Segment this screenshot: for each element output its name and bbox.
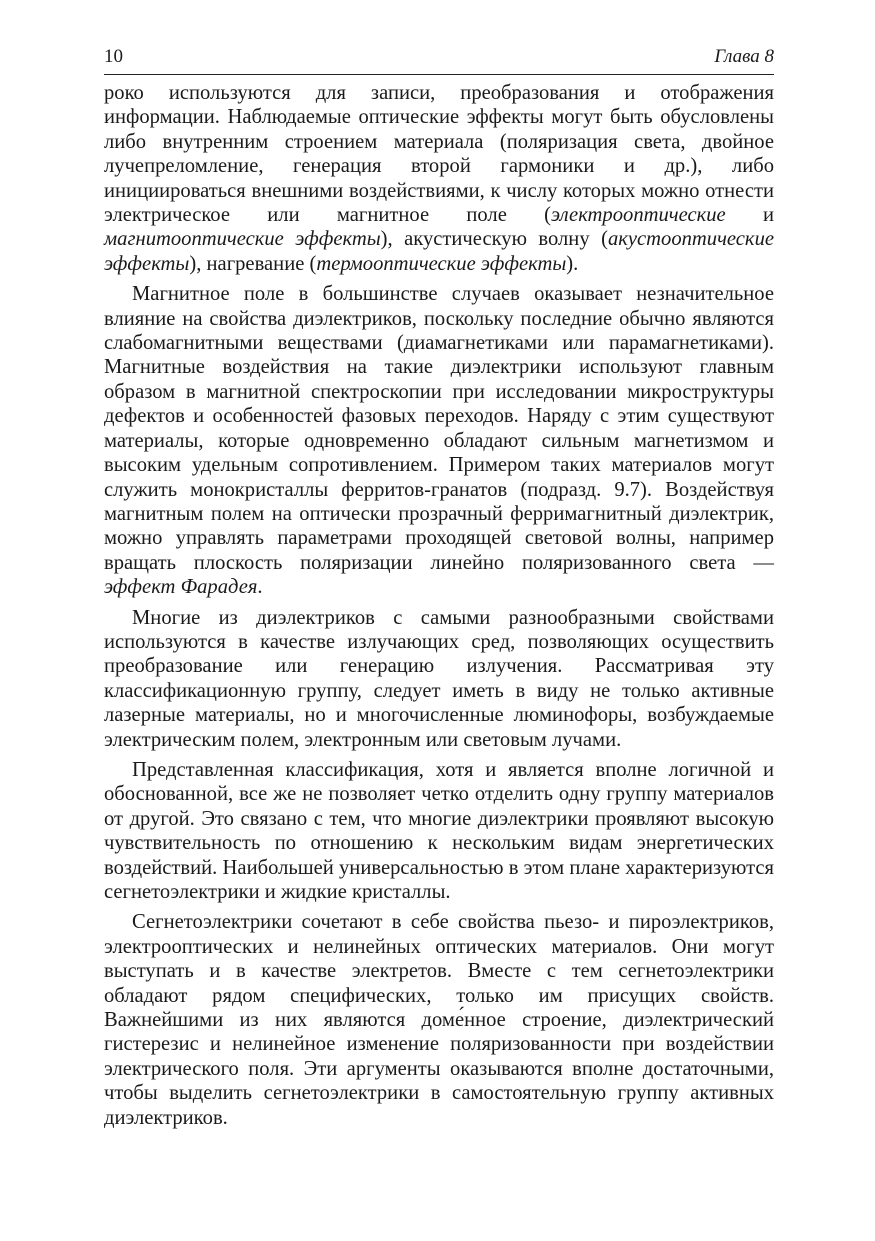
term-magnetooptic: магнитооптические эффекты <box>104 228 381 251</box>
paragraph-3 <box>104 606 774 752</box>
text-run: ), нагревание ( <box>189 252 317 275</box>
text-run: роко используются для записи, преобразования и отображения информации. Наблюдаемые оптические эффекты могут быть обусловлены либо внутренним строением материала (поляризация света, двойное лучепреломление, генерация второй гармоники и др.), либо инициироваться внешними воздействиями, к числу которых можно отнести электрическое или магнитное поле ( <box>104 82 774 227</box>
paragraph-1 <box>104 81 774 276</box>
text-run: ), акустическую волну ( <box>380 228 608 251</box>
text-run: Сегнетоэлектрики сочетают в себе свойства пьезо- и пироэлектриков, электрооптических и нелинейных оптических материалов. Они могут выступать и в качестве электретов. Вместе с тем сегнетоэлектрики обладают рядом специфических, только им присущих свойств. Важнейшими из них являются доме́нное строение, диэлектрический гистерезис и нелинейное изменение поляризованности при воздействии электрического поля. Эти аргументы оказываются вполне достаточными, чтобы выделить сегнетоэлектрики в самостоятельную группу активных диэлектриков. <box>104 911 774 1129</box>
term-faraday-effect: эффект Фарадея <box>104 576 258 599</box>
paragraph-2 <box>104 282 774 599</box>
term-thermooptic: термооптические эффекты <box>316 252 567 275</box>
chapter-label: Глава 8 <box>714 46 774 67</box>
text-run: Представленная классификация, хотя и является вполне логичной и обоснованной, все же не позволяет четко отделить одну группу материалов от другой. Это связано с тем, что многие диэлектрики проявляют высокую чувствительность по отношению к нескольким видам энергетических воздействий. Наибольшей универсальностью в этом плане характеризуются сегнетоэлектрики и жидкие кристаллы. <box>104 758 774 903</box>
page-number: 10 <box>104 46 123 67</box>
running-header <box>104 40 774 75</box>
book-page <box>104 40 774 1130</box>
text-run: Многие из диэлектриков с самыми разнообразными свойствами используются в качестве излучающих сред, позволяющих осуществить преобразование или генерацию излучения. Рассматривая эту классификационную группу, следует иметь в виду не только активные лазерные материалы, но и многочисленные люминофоры, возбуждаемые электрическим полем, электронным или световым лучами. <box>104 606 774 751</box>
paragraph-5 <box>104 910 774 1130</box>
paragraph-4 <box>104 758 774 904</box>
term-acoustooptic: акустооптические эффекты <box>104 228 775 275</box>
text-run: . <box>257 576 263 599</box>
body-text <box>104 81 774 1130</box>
text-run: и <box>725 204 775 227</box>
text-run: ). <box>566 252 579 275</box>
term-electrooptic: электрооптические <box>551 204 726 227</box>
text-run: Магнитное поле в большинстве случаев оказывает незначительное влияние на свойства диэлектриков, поскольку последние обычно являются слабомагнитными веществами (диамагнетиками или парамагнетиками). Магнитные воздействия на такие диэлектрики используют главным образом в магнитной спектроскопии при исследовании микроструктуры дефектов и особенностей фазовых переходов. Наряду с этим существуют материалы, которые одновременно обладают сильным магнетизмом и высоким удельным сопротивлением. Примером таких материалов могут служить монокристаллы ферритов-гранатов (подразд. 9.7). Воздействуя магнитным полем на оптически прозрачный ферримагнитный диэлектрик, можно управлять параметрами проходящей световой волны, например вращать плоскость поляризации линейно поляризованного света — <box>104 283 774 574</box>
